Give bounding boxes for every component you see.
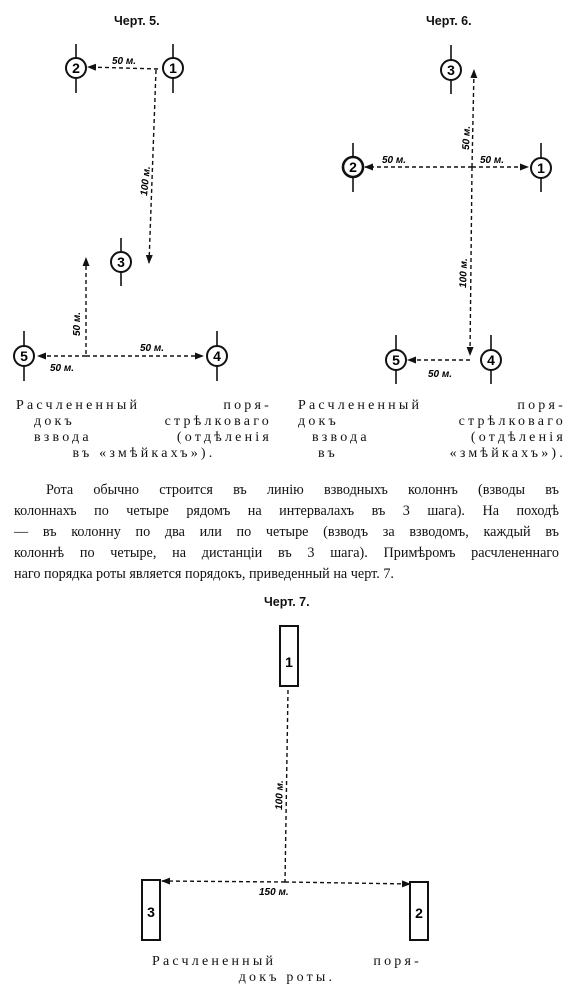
svg-text:3: 3 [117, 254, 125, 270]
svg-text:5: 5 [20, 348, 28, 364]
svg-text:1: 1 [169, 60, 177, 76]
svg-text:2: 2 [349, 159, 357, 175]
fig6-marker-2 [343, 143, 363, 192]
fig6-marker-1 [531, 143, 551, 192]
fig6-line-center-3 [472, 70, 474, 167]
svg-text:2: 2 [415, 905, 423, 921]
fig6-caption: Расчлененный поря- докъ стрѣлковаго взвода (отдѣленія въ «змѣйкахъ»). [298, 398, 566, 461]
fig5-dist-1-2: 50 м. [112, 56, 137, 67]
fig5-dist-1-3: 100 м. [139, 165, 154, 197]
fig5-title: Черт. 5. [114, 14, 160, 28]
fig5-dist-to-5: 50 м. [50, 363, 75, 374]
body-paragraph: Рота обычно строится въ линію взводныхъ колоннъ (взводы въ колоннахъ по четыре рядомъ на интервалахъ въ 3 шага). На походѣ — въ колонну по два или по четыре (взводъ за взводомъ, каждый въ колоннѣ по четыре, на дистанціи въ 3 шага). Примѣромъ расчлененнаго наго порядка роты является порядокъ, приведенный на черт. 7. [14, 482, 559, 582]
fig7-dist-150: 150 м. [259, 887, 289, 898]
fig6-diagram [365, 70, 528, 360]
fig5-caption: Расчлененный поря- докъ стрѣлковаго взвода (отдѣленія въ «змѣйкахъ»). [16, 398, 272, 461]
svg-text:2: 2 [72, 60, 80, 76]
fig7-platoon-3 [142, 880, 160, 940]
fig5-marker-1 [163, 44, 183, 93]
fig6-line-center-4 [470, 167, 472, 355]
fig7-diagram [162, 690, 410, 884]
fig7-line-center-2 [285, 882, 410, 884]
fig5-marker-3 [111, 238, 131, 286]
fig5-line-1-3 [149, 70, 156, 263]
svg-text:4: 4 [213, 348, 221, 364]
fig7-dist-100: 100 м. [274, 780, 287, 811]
svg-text:3: 3 [147, 904, 155, 920]
fig6-dist-center-4: 100 м. [458, 258, 471, 289]
fig7-platoon-1 [280, 626, 298, 686]
fig5-dist-5-up: 50 м. [72, 311, 83, 336]
fig5-diagram [38, 67, 203, 356]
fig5-marker-5 [14, 331, 34, 381]
fig6-dist-center-2: 50 м. [382, 155, 407, 166]
svg-text:5: 5 [392, 352, 400, 368]
fig7-caption: Расчлененный поря- докъ роты. [152, 954, 422, 985]
fig6-dist-center-1: 50 м. [480, 155, 505, 166]
fig6-marker-4 [481, 335, 501, 384]
fig7-line-center-3 [162, 881, 285, 882]
svg-text:4: 4 [487, 352, 495, 368]
svg-text:3: 3 [447, 62, 455, 78]
fig6-marker-3 [441, 45, 461, 94]
fig6-title: Черт. 6. [426, 14, 472, 28]
fig6-dist-center-3: 50 м. [461, 125, 473, 151]
fig7-platoon-2 [410, 882, 428, 940]
fig5-line-1-2 [88, 67, 158, 69]
fig5-dist-5-4: 50 м. [140, 343, 165, 354]
fig5-marker-4 [207, 331, 227, 381]
svg-text:1: 1 [537, 160, 545, 176]
fig7-title: Черт. 7. [264, 595, 310, 609]
svg-text:1: 1 [285, 654, 293, 670]
fig6-dist-4-5: 50 м. [428, 369, 453, 380]
fig6-marker-5 [386, 335, 406, 384]
fig5-marker-2 [66, 44, 86, 93]
